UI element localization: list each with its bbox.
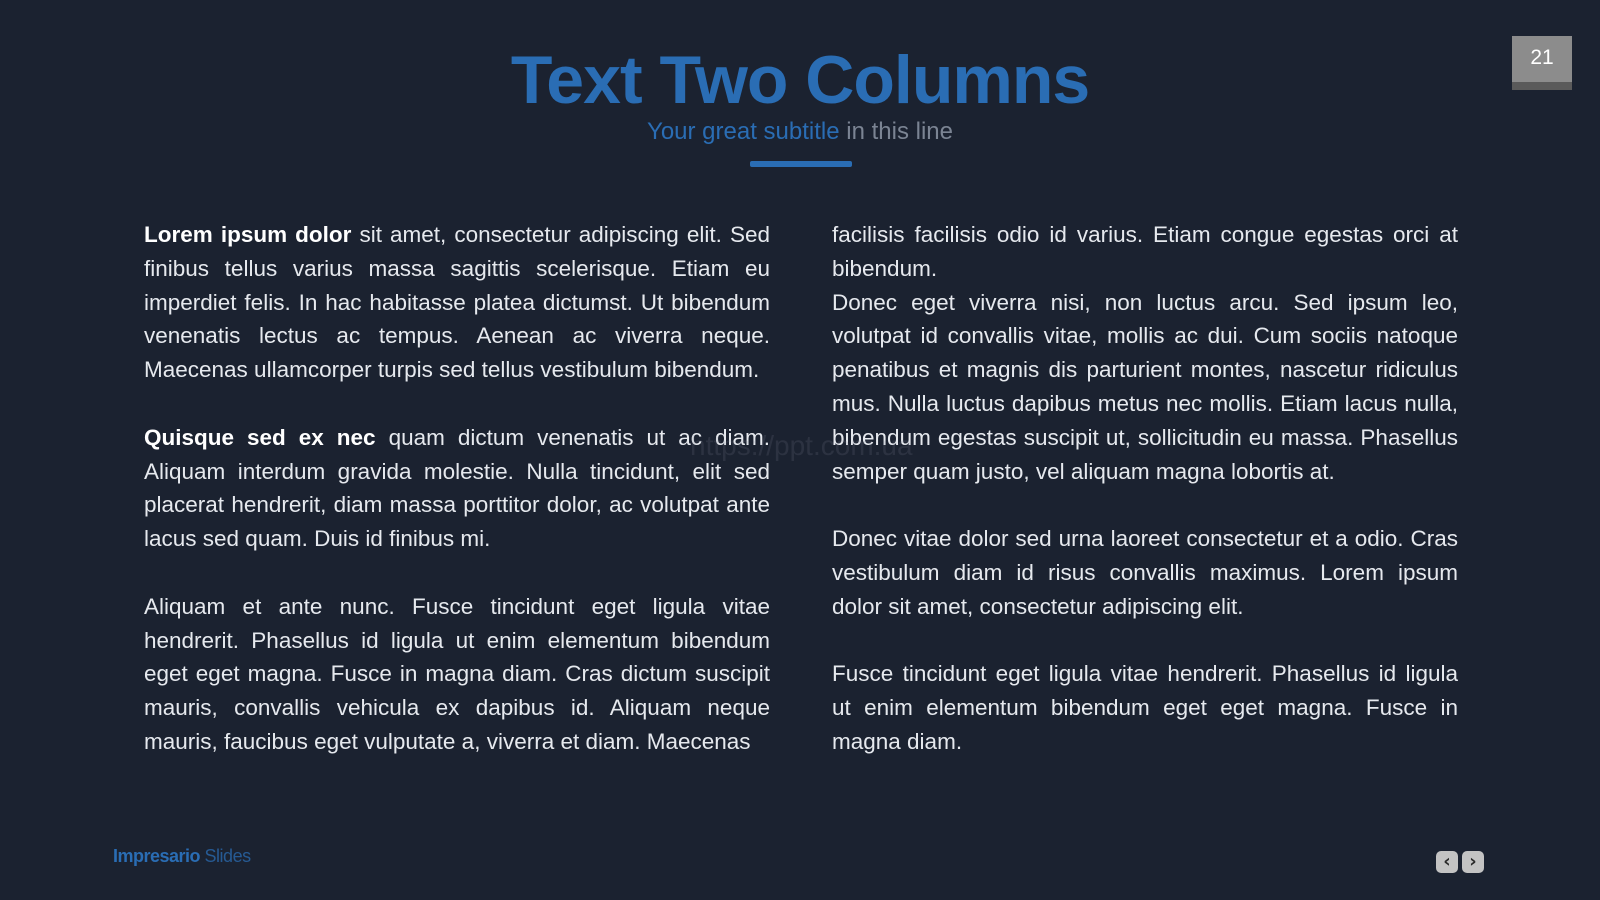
right-text-column [832,218,1458,793]
slide-title: Text Two Columns [510,42,1090,118]
chevron-left-icon: ‹ [1443,851,1451,872]
right-paragraph-2: Donec eget viverra nisi, non luctus arcu. Sed ipsum leo, volutpat id convallis vitae, mollis ac dui. Cum sociis natoque penatibus et magnis dis parturient montes, nascetur ridiculus mus. Nulla luctus dapibus metus nec mollis. Etiam lacus nulla, bibendum egestas suscipit ut, sollicitudin eu massa. Phasellus semper quam justo, vel aliquam magna lobortis at. [832,289,1458,484]
right-paragraph-3: Donec vitae dolor sed urna laoreet consectetur et a odio. Cras vestibulum diam id risus convallis maximus. Lorem ipsum dolor sit amet, consectetur adipiscing elit. [832,526,1458,619]
left-text-column [144,218,770,793]
left-paragraph-2-text: quam dictum venenatis ut ac diam. Aliquam interdum gravida molestie. Nulla tincidunt, elit sed placerat hendrerit, diam massa porttitor dolor, ac volutpat ante lacus sed quam. Duis id finibus mi. [144,424,770,552]
left-paragraph-2 [144,421,770,556]
chevron-right-icon: › [1469,851,1477,872]
brand-suffix: Slides [200,846,251,866]
next-slide-button[interactable] [1462,851,1484,873]
left-paragraph-2-lead: Quisque sed ex nec [144,424,376,450]
watermark: https://ppt.com.ua [690,430,913,461]
title-underline [750,161,852,167]
brand-logo [113,846,251,867]
previous-slide-button[interactable] [1436,851,1458,873]
right-paragraph-4: Fusce tincidunt eget ligula vitae hendrerit. Phasellus id ligula ut enim elementum bibendum eget eget magna. Fusce in magna diam. [832,661,1458,754]
page-number: 21 [1530,46,1554,69]
left-paragraph-1 [144,218,770,387]
left-paragraph-3: Aliquam et ante nunc. Fusce tincidunt eget ligula vitae hendrerit. Phasellus id ligula ut enim elementum bibendum eget eget magna. Fusce in magna diam. Cras dictum suscipit mauris, convallis vehicula ex dapibus id. Aliquam neque mauris, faucibus eget vulputate a, viverra et diam. Maecenas [144,593,770,754]
left-paragraph-1-text: sit amet, consectetur adipiscing elit. Sed finibus tellus varius massa sagittis scelerisque. Etiam eu imperdiet felis. In hac habitasse platea dictumst. Ut bibendum venenatis lectus ac tempus. Aenean ac viverra neque. Maecenas ullamcorper turpis sed tellus vestibulum bibendum. [144,222,771,383]
brand-name: Impresario [113,846,201,866]
left-paragraph-1-lead: Lorem ipsum dolor [144,222,352,247]
right-paragraph-1: facilisis facilisis odio id varius. Etiam congue egestas orci at bibendum. [832,222,1458,281]
subtitle-rest: in this line [839,118,953,145]
subtitle-accent: Your great subtitle [647,118,840,145]
slide-subtitle [0,115,1600,149]
